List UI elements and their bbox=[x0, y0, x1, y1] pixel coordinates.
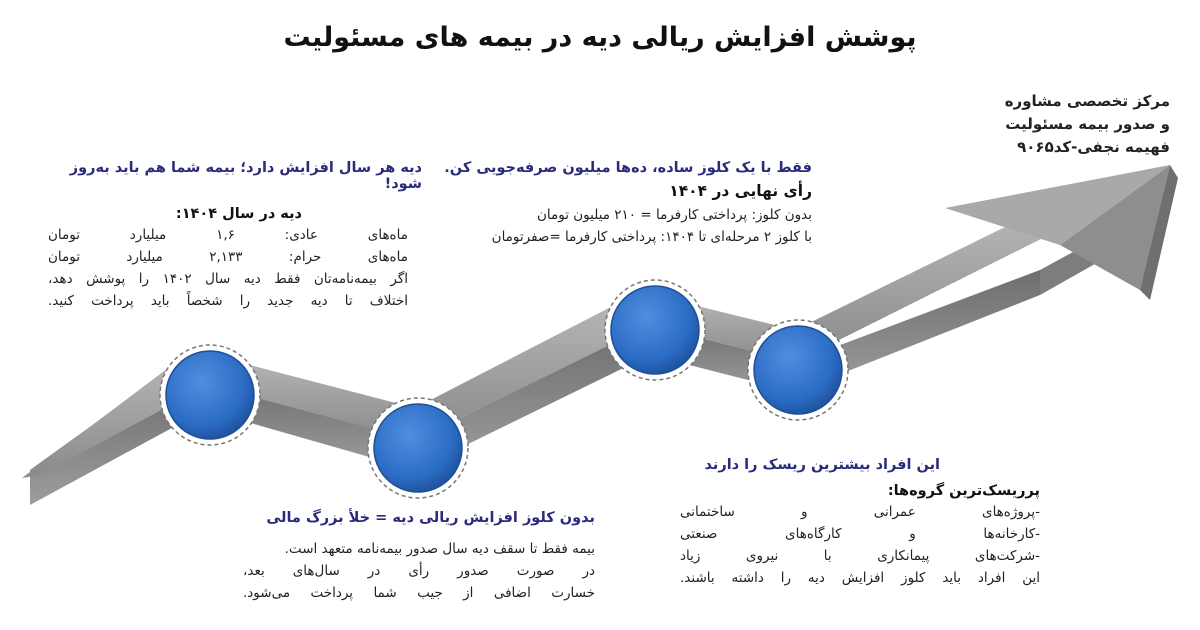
milestone-circle-1 bbox=[160, 345, 260, 445]
block3-line-3: خسارت اضافی از جیب شما پرداخت می‌شود. bbox=[243, 585, 595, 601]
info-block-yearly-increase bbox=[38, 160, 422, 312]
block4-line-2: -کارخانه‌ها و کارگاه‌های صنعتی bbox=[680, 526, 1040, 542]
block4-subheading: پرریسک‌ترین گروه‌ها: bbox=[887, 483, 1040, 499]
milestone-circle-4 bbox=[748, 320, 848, 420]
info-block-risk-groups bbox=[675, 457, 1040, 589]
milestone-circle-2 bbox=[368, 398, 468, 498]
brand-line-3: فهیمه نجفی-کد۹۰۶۵ bbox=[1017, 138, 1170, 156]
brand-line-2: و صدور بیمه مسئولیت bbox=[1005, 115, 1170, 133]
block2-line-1: بدون کلوز: پرداختی کارفرما = ۲۱۰ میلیون تومان bbox=[536, 207, 812, 223]
page-title: پوشش افزایش ریالی دیه در بیمه های مسئولیت bbox=[283, 22, 917, 53]
block2-subheading: رأی نهایی در ۱۴۰۴ bbox=[669, 182, 812, 200]
block4-line-3: -شرکت‌های پیمانکاری با نیروی زیاد bbox=[680, 548, 1040, 564]
block1-heading: دیه هر سال افزایش دارد؛ بیمه شما هم باید به‌روز شود! bbox=[69, 160, 422, 192]
block2-line-2: با کلوز ۲ مرحله‌ای تا ۱۴۰۴: پرداختی کارفرما =صفرتومان bbox=[491, 229, 812, 245]
milestone-circle-3 bbox=[605, 280, 705, 380]
info-block-clause-saving bbox=[440, 160, 812, 248]
block3-line-2: در صورت صدور رأی در سال‌های بعد، bbox=[243, 563, 595, 579]
block1-line-2: ماه‌های حرام: ۲,۱۳۳ میلیارد تومان bbox=[48, 249, 408, 265]
block2-heading: فقط با یک کلوز ساده، ده‌ها میلیون صرفه‌جویی کن. bbox=[444, 160, 812, 176]
block4-heading: این افراد بیشترین ریسک را دارند bbox=[704, 457, 940, 473]
block1-line-1: ماه‌های عادی: ۱,۶ میلیارد تومان bbox=[48, 227, 408, 243]
block1-line-3: اگر بیمه‌نامه‌تان فقط دیه سال ۱۴۰۲ را پوشش دهد، bbox=[48, 271, 408, 287]
block4-line-1: -پروژه‌های عمرانی و ساختمانی bbox=[680, 504, 1040, 520]
info-block-financial-gap bbox=[243, 510, 595, 604]
block4-line-4: این افراد باید کلوز افزایش دیه را داشته باشند. bbox=[680, 570, 1040, 586]
block1-subheading: دیه در سال ۱۴۰۴: bbox=[175, 206, 302, 222]
block3-line-1: بیمه فقط تا سقف دیه سال صدور بیمه‌نامه متعهد است. bbox=[284, 541, 595, 557]
brand-line-1: مرکز تخصصی مشاوره bbox=[1004, 92, 1170, 110]
block3-heading: بدون کلوز افزایش ریالی دیه = خلأ بزرگ مالی bbox=[266, 510, 595, 526]
brand-block bbox=[940, 90, 1170, 159]
block1-line-4: اختلاف تا دیه جدید را شخصاً باید پرداخت کنید. bbox=[48, 293, 408, 309]
